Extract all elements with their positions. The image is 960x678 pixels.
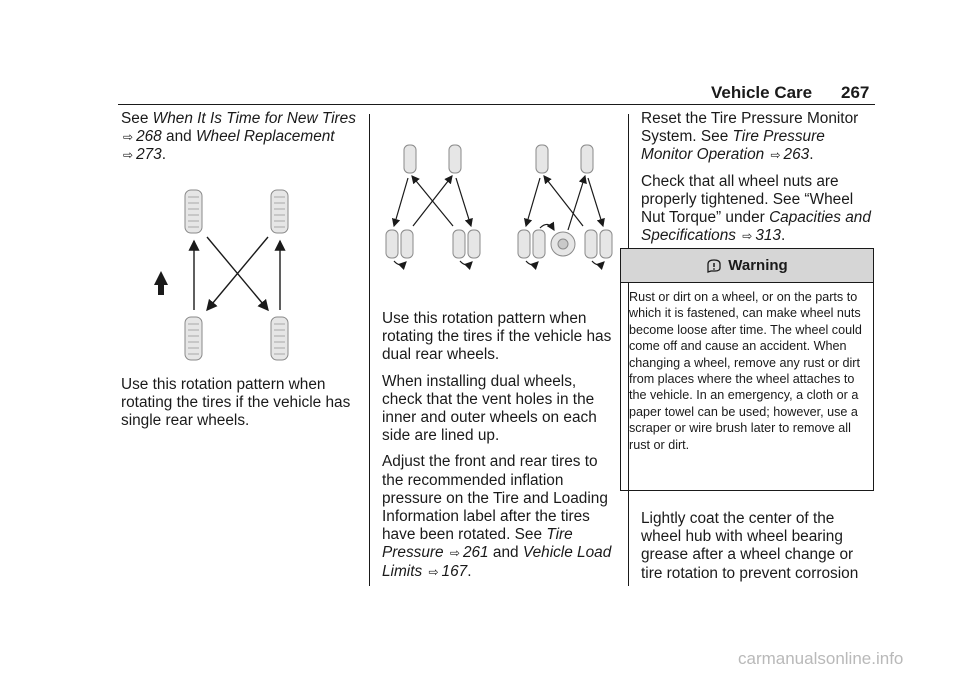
reference-new-tires[interactable]: When It Is Time for New Tires [152,110,356,127]
page-ref-273[interactable]: 273 [136,146,162,164]
page-reference-icon: ⇨ [123,130,134,145]
tire-front-left-icon [185,190,202,233]
page-reference-icon: ⇨ [428,564,439,579]
column-3-top [641,110,877,253]
page-ref-167[interactable]: 167 [441,562,468,580]
inflation-paragraph: Adjust the front and rear tires to the recommended inflation pressure on the Tire and Loading Information label after the tires have been rotated. See Tire Pressure ⇨ 261 and Vehicle Load Limits ⇨ 167. [382,453,612,580]
reference-tpms-operation[interactable]: Tire Pressure Monitor Operation [641,128,825,164]
tire-front-right-icon [271,190,288,233]
column-1-bottom [121,376,357,439]
forward-direction-arrow-icon [154,271,168,295]
dual-rear-rotation-diagram [382,140,614,275]
warning-title: Warning [728,257,788,274]
reference-tire-pressure[interactable]: Tire Pressure [382,526,573,562]
single-rear-rotation-diagram [150,185,305,365]
dual-rear-caption: Use this rotation pattern when rotating the tires if the vehicle has dual rear wheels. [382,310,612,364]
warning-box [620,248,874,491]
page-number: 267 [841,83,870,102]
page-reference-icon: ⇨ [742,229,753,244]
page-ref-268[interactable]: 268 [136,128,162,146]
page-reference-icon: ⇨ [770,148,781,163]
column-2 [382,310,614,589]
page-reference-icon: ⇨ [123,148,134,163]
reference-wheel-replacement[interactable]: Wheel Replacement [196,128,335,146]
warning-icon [706,258,722,274]
wheel-nuts-paragraph: Check that all wheel nuts are properly tightened. See “Wheel Nut Torque” under Capacities and Specifications ⇨ 313. [641,172,871,245]
single-rear-caption: Use this rotation pattern when rotating the tires if the vehicle has single rear wheels. [121,376,351,430]
reference-capacities[interactable]: Capacities and Specifications [641,209,871,245]
see-also-paragraph: See When It Is Time for New Tires ⇨ 268 and Wheel Replacement ⇨ 273. [121,110,356,164]
tire-rear-left-icon [185,317,202,360]
warning-header [621,249,873,283]
tire-rear-right-icon [271,317,288,360]
column-1-top [121,110,357,173]
header-rule [118,104,875,105]
watermark: carmanualsonline.info [738,649,904,668]
grease-paragraph: Lightly coat the center of the wheel hub with wheel bearing grease after a wheel change or tire rotation to prevent corrosion [641,510,859,582]
warning-text: Rust or dirt on a wheel, or on the parts to which it is fastened, can make wheel nuts become loose after time. The wheel could come off and cause an accident. When changing a wheel, remove any rust or dirt from places where the wheel attaches to the vehicle. In an emergency, a cloth or a paper towel can be used; however, use a scraper or wire brush later to remove all rust or dirt. [629,290,862,452]
column-3-bottom [641,510,877,591]
reset-tpms-paragraph: Reset the Tire Pressure Monitor System. See Tire Pressure Monitor Operation ⇨ 263. [641,110,859,164]
page-reference-icon: ⇨ [449,546,460,561]
column-divider-1 [369,114,370,586]
page-ref-313[interactable]: 313 [755,227,781,245]
spare-wheel-icon [551,232,575,256]
dual-wheels-paragraph: When installing dual wheels, check that the vent holes in the inner and outer wheels on each side are lined up. [382,372,597,445]
reference-vehicle-load-limits[interactable]: Vehicle Load Limits [382,544,612,580]
section-title: Vehicle Care [711,83,813,102]
page-ref-263[interactable]: 263 [783,146,810,164]
page-ref-261[interactable]: 261 [462,544,489,562]
